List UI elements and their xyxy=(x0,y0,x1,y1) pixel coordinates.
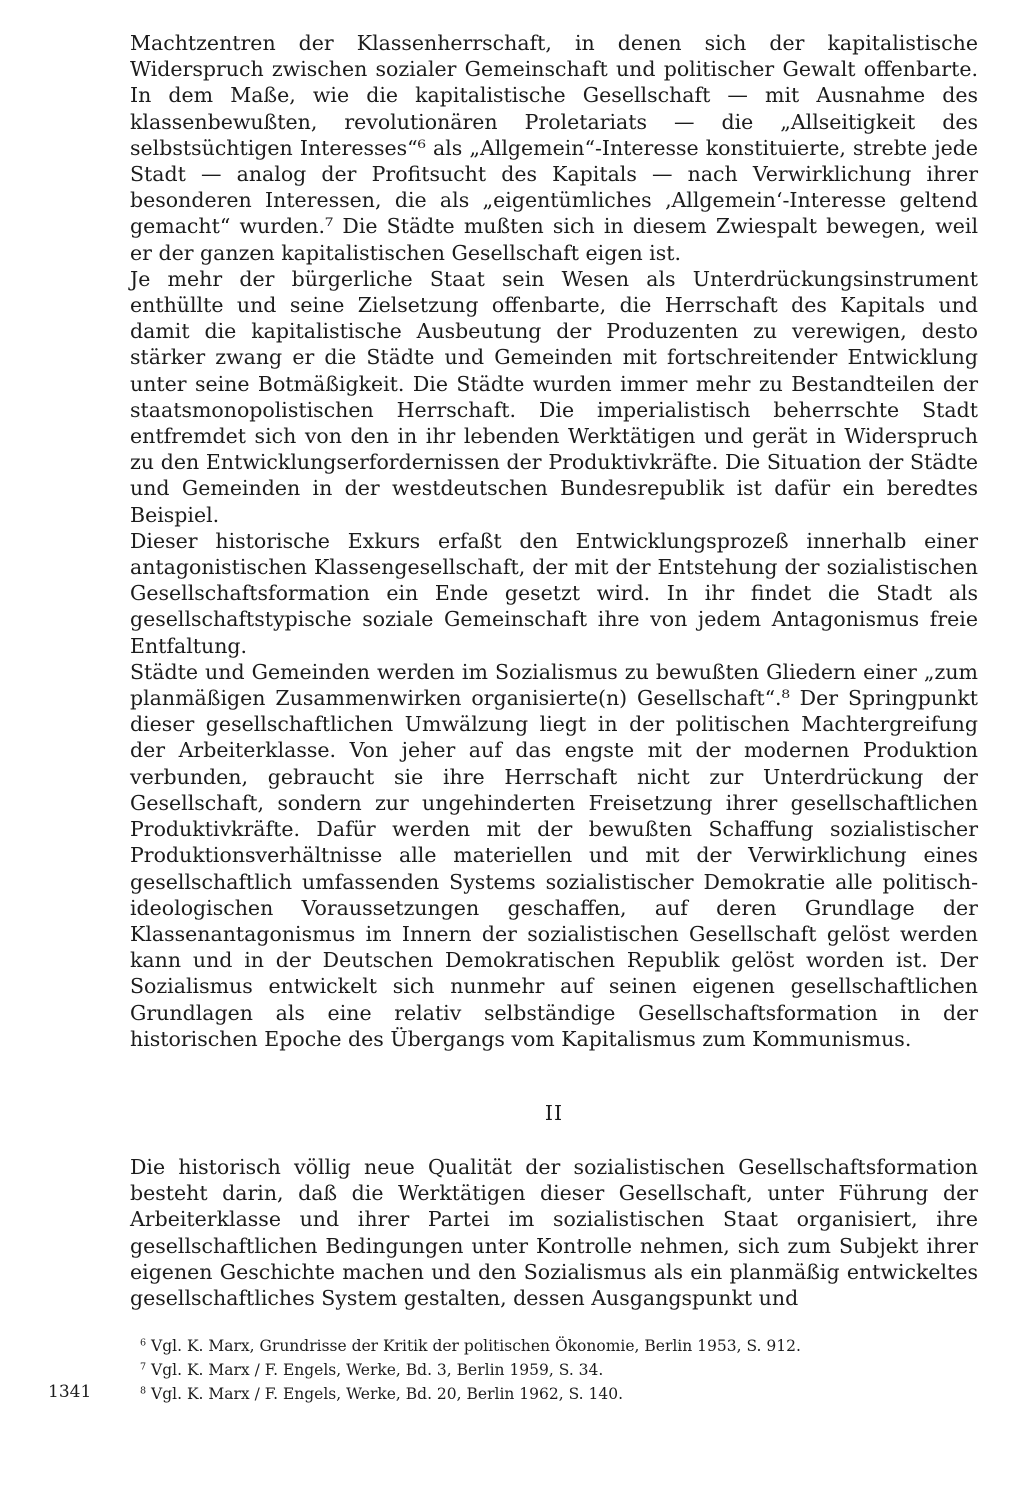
footnote-number: 7 xyxy=(140,1361,147,1373)
paragraph: Machtzentren der Klassenherrschaft, in denen sich der kapitalistische Widerspruch zwischen sozialer Gemeinschaft und politischer Gewalt offenbarte. In dem Maße, wie die kapitalistische Gesellschaft — mit Ausnahme des klassenbewußten, revolutionären Proletariats — die „Allseitigkeit des selbstsüchtigen Interesses“⁶ als „Allgemein“-Interesse konstituierte, strebte jede Stadt — analog der Profitsucht des Kapitals — nach Verwirklichung ihrer besonderen Interessen, die als „eigentümliches ‚Allgemein‘-Interesse geltend gemacht“ wurden.⁷ Die Städte mußten sich in diesem Zwiespalt bewegen, weil er der ganzen kapitalistischen Gesellschaft eigen ist. xyxy=(130,31,978,265)
page-number: 1341 xyxy=(48,1382,92,1402)
footnote xyxy=(140,1334,980,1358)
body-text xyxy=(130,30,978,1052)
footnotes xyxy=(140,1334,980,1406)
footnote-text: Vgl. K. Marx / F. Engels, Werke, Bd. 3, Berlin 1959, S. 34. xyxy=(151,1361,604,1379)
footnote-number: 8 xyxy=(140,1385,147,1397)
paragraph: Je mehr der bürgerliche Staat sein Wesen als Unterdrückungsinstrument enthüllte und seine Zielsetzung offenbarte, die Herrschaft des Kapitals und damit die kapitalistische Ausbeutung der Produzenten zu verewigen, desto stärker zwang er die Städte und Gemeinden mit fortschreitender Entwicklung unter seine Botmäßigkeit. Die Städte wurden immer mehr zu Bestandteilen der staatsmonopolistischen Herrschaft. Die imperialistisch beherrschte Stadt entfremdet sich von den in ihr lebenden Werktätigen und gerät in Widerspruch zu den Entwicklungserfordernissen der Produktivkräfte. Die Situation der Städte und Gemeinden in der westdeutschen Bundesrepublik ist dafür ein beredtes Beispiel. xyxy=(130,266,978,527)
paragraph: Städte und Gemeinden werden im Sozialismus zu bewußten Gliedern einer „zum planmäßigen Zusammenwirken organisierte(n) Gesellschaft“.⁸ Der Springpunkt dieser gesellschaftlichen Umwälzung liegt in der politischen Machtergreifung der Arbeiterklasse. Von jeher auf das engste mit der modernen Produktion verbunden, gebraucht sie ihre Herrschaft nicht zur Unterdrückung der Gesellschaft, sondern zur ungehinderten Freisetzung ihrer gesellschaftlichen Produktivkräfte. Dafür werden mit der bewußten Schaffung sozialistischer Produktionsverhältnisse alle materiellen und mit der Verwirklichung eines gesellschaftlich umfassenden Systems sozialistischer Demokratie alle politisch-ideologischen Voraussetzungen geschaffen, auf deren Grundlage der Klassenantagonismus im Innern der sozialistischen Gesellschaft gelöst werden kann und in der Deutschen Demokratischen Republik gelöst worden ist. Der Sozialismus entwickelt sich nunmehr auf seinen eigenen gesellschaftlichen Grundlagen als eine relativ selbständige Gesellschaftsformation in der historischen Epoche des Übergangs vom Kapitalismus zum Kommunismus. xyxy=(130,659,978,1051)
paragraph: Die historisch völlig neue Qualität der sozialistischen Gesellschaftsformation besteht darin, daß die Werktätigen dieser Gesellschaft, unter Führung der Arbeiterklasse und ihrer Partei im sozialistischen Staat organisiert, ihre gesellschaftlichen Bedingungen unter Kontrolle nehmen, sich zum Subjekt ihrer eigenen Geschichte machen und den Sozialismus als ein planmäßig entwickeltes gesellschaftliches System gestalten, dessen Ausgangspunkt und xyxy=(130,1155,978,1311)
footnote xyxy=(140,1382,980,1406)
section-heading: II xyxy=(544,1101,564,1125)
footnote-number: 6 xyxy=(140,1337,147,1349)
footnote-text: Vgl. K. Marx, Grundrisse der Kritik der politischen Ökonomie, Berlin 1953, S. 912. xyxy=(151,1337,801,1355)
footnote xyxy=(140,1358,980,1382)
section-text xyxy=(130,1154,978,1311)
footnote-text: Vgl. K. Marx / F. Engels, Werke, Bd. 20, Berlin 1962, S. 140. xyxy=(151,1385,624,1403)
paragraph: Dieser historische Exkurs erfaßt den Entwicklungsprozeß innerhalb einer antagonistischen Klassengesellschaft, der mit der Entstehung der sozialistischen Gesellschaftsformation ein Ende gesetzt wird. In ihr findet die Stadt als gesellschaftstypische soziale Gemeinschaft ihre von jedem Antagonismus freie Entfaltung. xyxy=(130,528,978,658)
